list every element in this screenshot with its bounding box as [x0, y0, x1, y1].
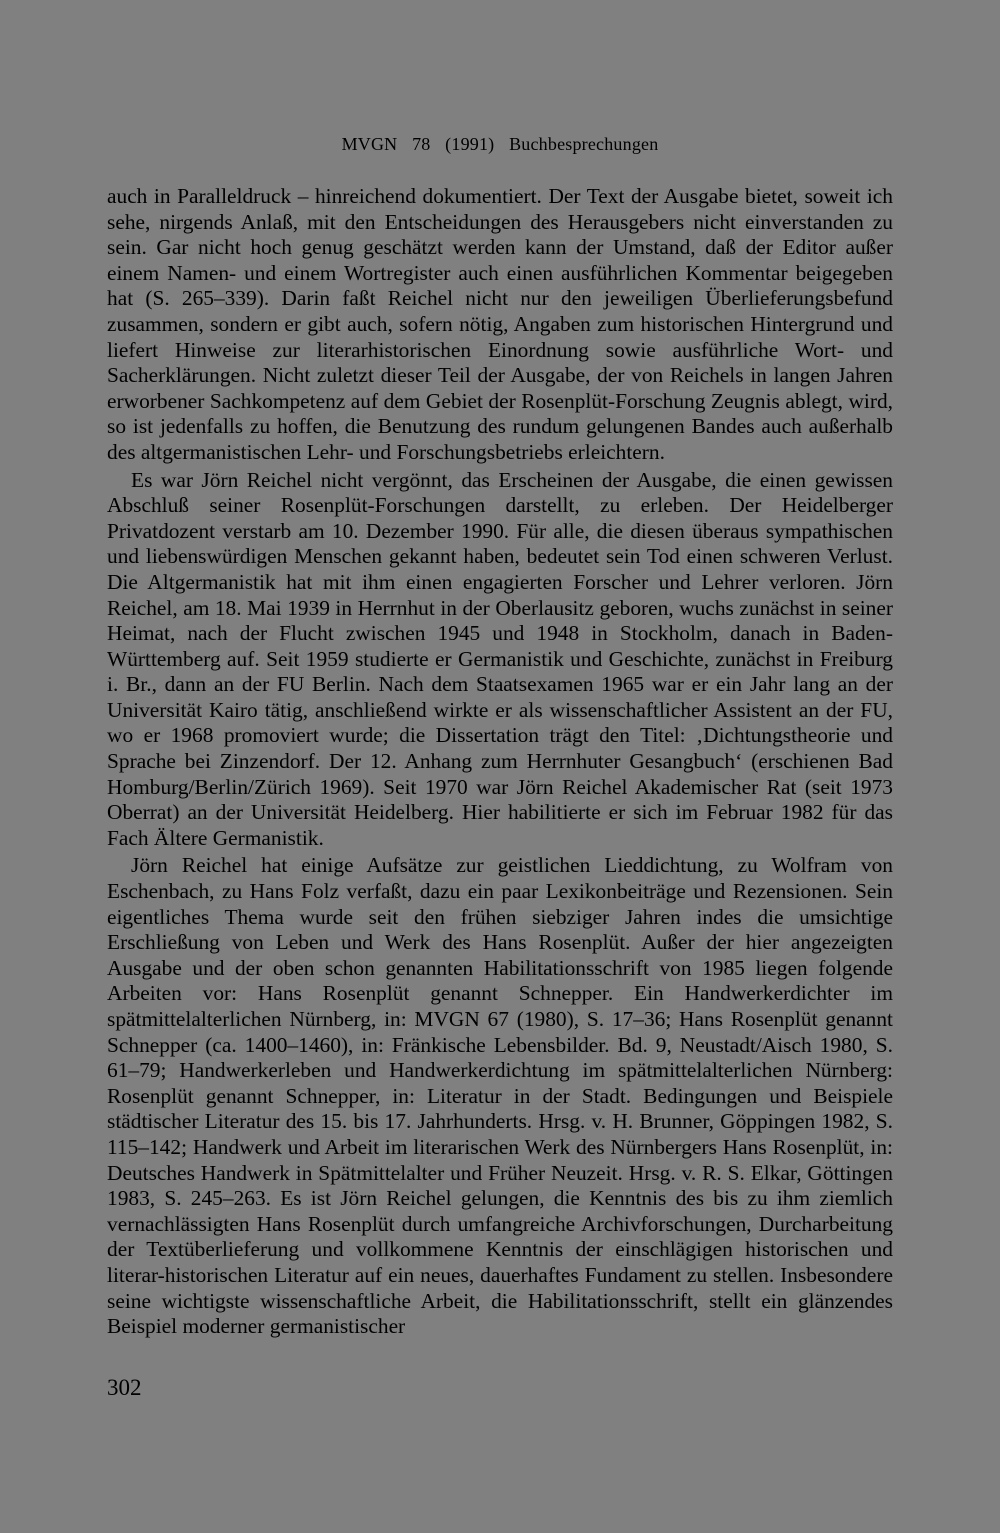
running-head: MVGN 78 (1991) Buchbesprechungen — [341, 134, 659, 154]
body-text — [107, 184, 893, 1340]
paragraph-3: Jörn Reichel hat einige Aufsätze zur geistlichen Lieddichtung, zu Wolfram von Eschenbach, zu Hans Folz verfaßt, dazu ein paar Lexikonbeiträge und Rezensionen. Sein eigentliches Thema wurde seit den frühen siebziger Jahren indes die umsichtige Erschließung von Leben und Werk des Hans Rosenplüt. Außer der hier angezeigten Ausgabe und der oben schon genannten Habilitationsschrift von 1985 liegen folgende Arbeiten vor: Hans Rosenplüt genannt Schnepper. Ein Handwerkerdichter im spätmittelalterlichen Nürnberg, in: MVGN 67 (1980), S. 17–36; Hans Rosenplüt genannt Schnepper (ca. 1400–1460), in: Fränkische Lebensbilder. Bd. 9, Neustadt/Aisch 1980, S. 61–79; Handwerkerleben und Handwerkerdichtung im spätmittelalterlichen Nürnberg: Rosenplüt genannt Schnepper, in: Literatur in der Stadt. Bedingungen und Beispiele städtischer Literatur des 15. bis 17. Jahrhunderts. Hrsg. v. H. Brunner, Göppingen 1982, S. 115–142; Handwerk und Arbeit im literarischen Werk des Nürnbergers Hans Rosenplüt, in: Deutsches Handwerk in Spätmittelalter und Früher Neuzeit. Hrsg. v. R. S. Elkar, Göttingen 1983, S. 245–263. Es ist Jörn Reichel gelungen, die Kenntnis des bis zu ihm ziemlich vernachlässigten Hans Rosenplüt durch umfangreiche Archivforschungen, Durcharbeitung der Textüberlieferung und vollkommene Kenntnis der einschlägigen historischen und literar-historischen Literatur auf ein neues, dauerhaftes Fundament zu stellen. Insbesondere seine wichtigste wissenschaftliche Arbeit, die Habilitationsschrift, stellt ein glänzendes Beispiel moderner germanistischer — [107, 853, 893, 1339]
paragraph-1: auch in Paralleldruck – hinreichend dokumentiert. Der Text der Ausgabe bietet, soweit ich sehe, nirgends Anlaß, mit den Entscheidungen des Herausgebers nicht einverstanden zu sein. Gar nicht hoch genug geschätzt werden kann der Umstand, daß der Editor außer einem Namen- und einem Wortregister auch einen ausführlichen Kommentar beigegeben hat (S. 265–339). Darin faßt Reichel nicht nur den jeweiligen Überlieferungsbefund zusammen, sondern er gibt auch, sofern nötig, Angaben zum historischen Hintergrund und liefert Hinweise zur literarhistorischen Einordnung sowie ausführliche Wort- und Sacherklärungen. Nicht zuletzt dieser Teil der Ausgabe, der von Reichels in langen Jahren erworbener Sachkompetenz auf dem Gebiet der Rosenplüt-Forschung Zeugnis ablegt, wird, so ist jedenfalls zu hoffen, die Benutzung des rundum gelungenen Bandes auch außerhalb des altgermanistischen Lehr- und Forschungsbetriebs erleichtern. — [107, 184, 893, 464]
paragraph-2: Es war Jörn Reichel nicht vergönnt, das Erscheinen der Ausgabe, die einen gewissen Abschluß seiner Rosenplüt-Forschungen darstellt, zu erleben. Der Heidelberger Privatdozent verstarb am 10. Dezember 1990. Für alle, die diesen überaus sympathischen und liebenswürdigen Menschen gekannt haben, bedeutet sein Tod einen schweren Verlust. Die Altgermanistik hat mit ihm einen engagierten Forscher und Lehrer verloren. Jörn Reichel, am 18. Mai 1939 in Herrnhut in der Oberlausitz geboren, wuchs zunächst in seiner Heimat, nach der Flucht zwischen 1945 und 1948 in Stockholm, danach in Baden-Württemberg auf. Seit 1959 studierte er Germanistik und Geschichte, zunächst in Freiburg i. Br., dann an der FU Berlin. Nach dem Staatsexamen 1965 war er ein Jahr lang an der Universität Kairo tätig, anschließend wirkte er als wissenschaftlicher Assistent an der FU, wo er 1968 promoviert wurde; die Dissertation trägt den Titel: ‚Dichtungstheorie und Sprache bei Zinzendorf. Der 12. Anhang zum Herrnhuter Gesangbuch‘ (erschienen Bad Homburg/Berlin/Zürich 1969). Seit 1970 war Jörn Reichel Akademischer Rat (seit 1973 Oberrat) an der Universität Heidelberg. Hier habilitierte er sich im Februar 1982 für das Fach Ältere Germanistik. — [107, 467, 893, 850]
page-number: 302 — [107, 1375, 142, 1400]
